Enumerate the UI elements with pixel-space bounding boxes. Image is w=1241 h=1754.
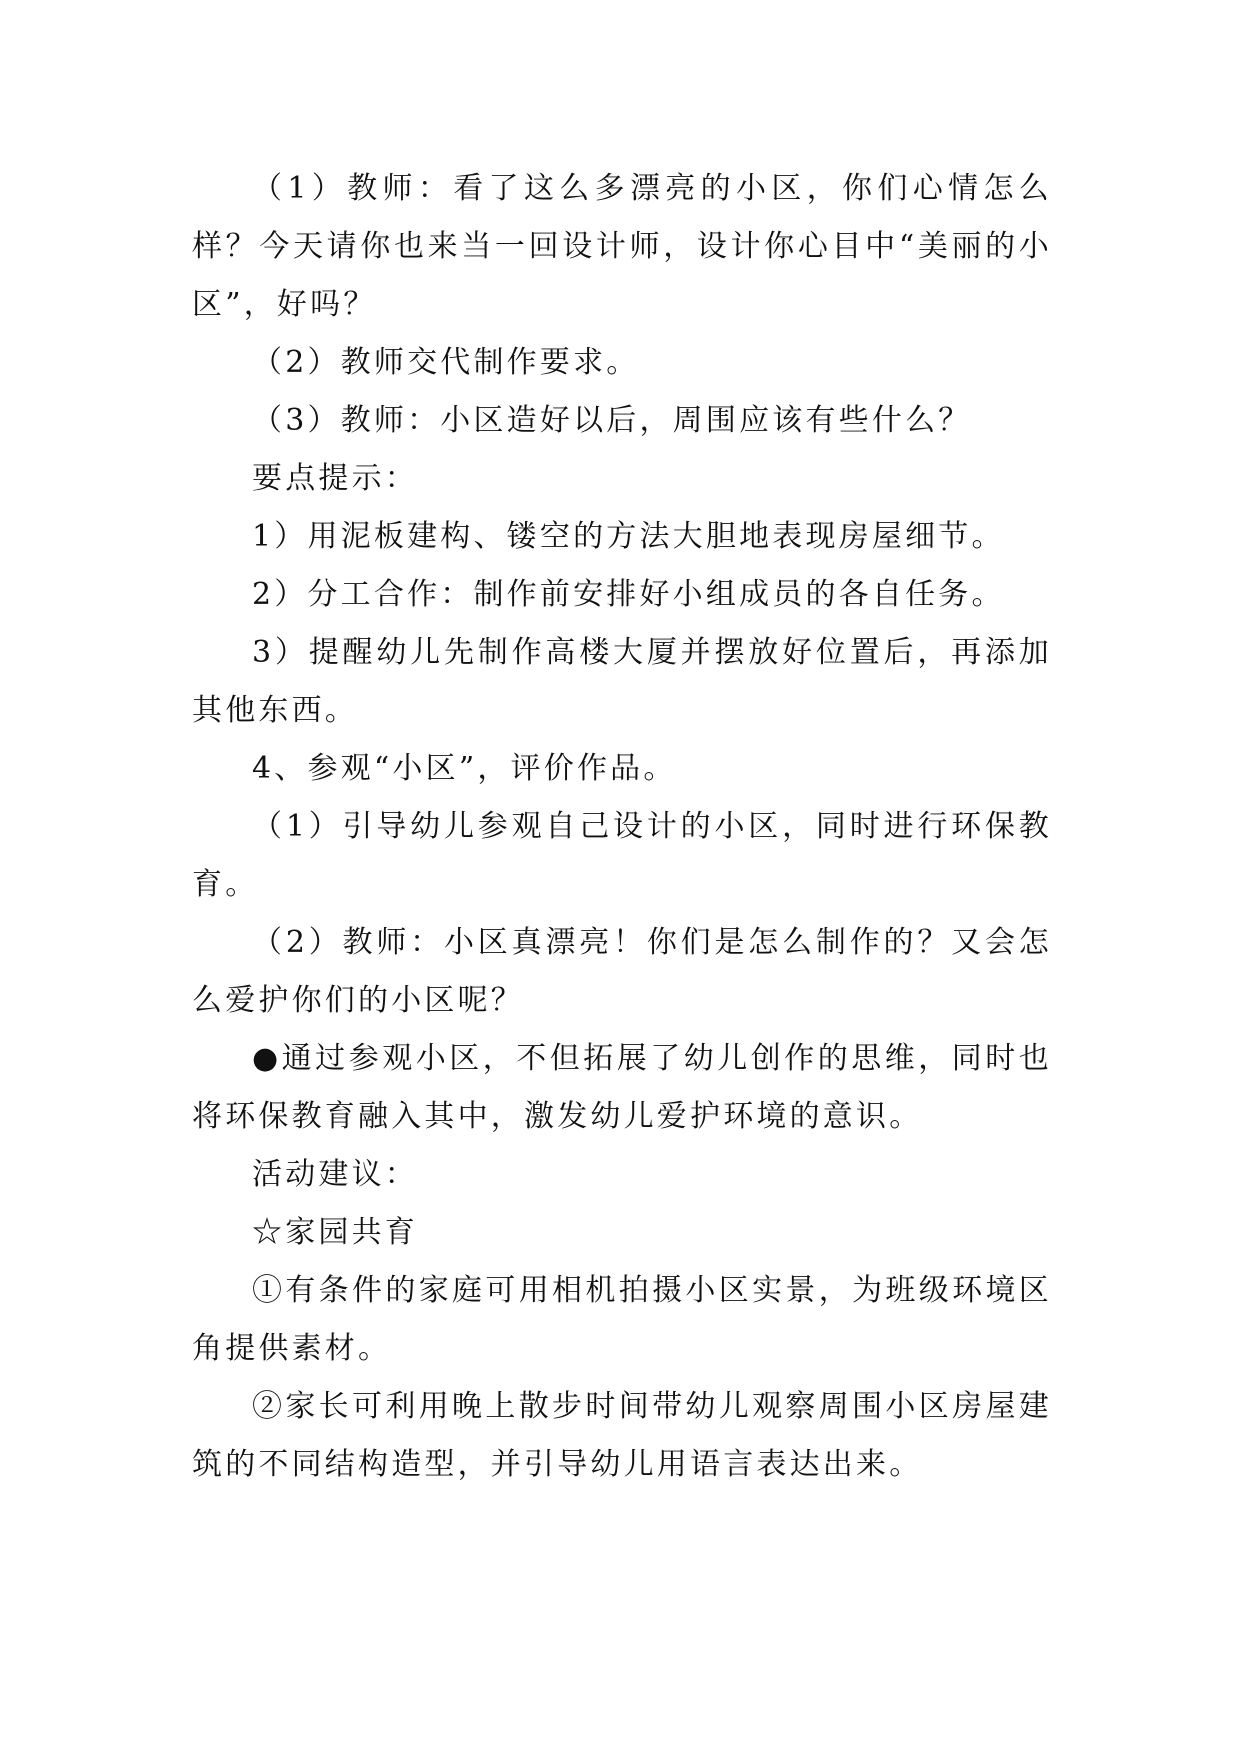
paragraph-teacher-design-prompt: （1）教师：看了这么多漂亮的小区，你们心情怎么样？今天请你也来当一回设计师，设计你心目中“美丽的小区”，好吗？ [192, 171, 1052, 322]
paragraph-key-point-3: 3）提醒幼儿先制作高楼大厦并摆放好位置后，再添加其他东西。 [192, 635, 1052, 728]
paragraph-key-point-2: 2）分工合作：制作前安排好小组成员的各自任务。 [252, 577, 1005, 612]
paragraph-activity-suggestions-heading: 活动建议： [252, 1157, 418, 1192]
paragraph-suggestion-1: ①有条件的家庭可用相机拍摄小区实景，为班级环境区角提供素材。 [192, 1273, 1052, 1366]
paragraph-bullet-note: ●通过参观小区，不但拓展了幼儿创作的思维，同时也将环保教育融入其中，激发幼儿爱护环境的意识。 [192, 1041, 1052, 1134]
paragraph-key-point-1: 1）用泥板建构、镂空的方法大胆地表现房屋细节。 [252, 519, 1005, 554]
paragraph-teacher-surroundings-question: （3）教师：小区造好以后，周围应该有些什么？ [252, 403, 972, 438]
paragraph-home-school-heading: ☆家园共育 [252, 1215, 418, 1250]
paragraph-teacher-praise-question: （2）教师：小区真漂亮！你们是怎么制作的？又会怎么爱护你们的小区呢？ [192, 925, 1052, 1018]
paragraph-suggestion-2: ②家长可利用晚上散步时间带幼儿观察周围小区房屋建筑的不同结构造型，并引导幼儿用语言表达出来。 [192, 1389, 1052, 1482]
paragraph-production-requirements: （2）教师交代制作要求。 [252, 345, 640, 380]
paragraph-step-4-heading: 4、参观“小区”，评价作品。 [252, 751, 677, 786]
paragraph-visit-guidance: （1）引导幼儿参观自己设计的小区，同时进行环保教育。 [192, 809, 1052, 902]
document-body [192, 160, 1052, 1494]
paragraph-key-points-heading: 要点提示： [252, 461, 418, 496]
